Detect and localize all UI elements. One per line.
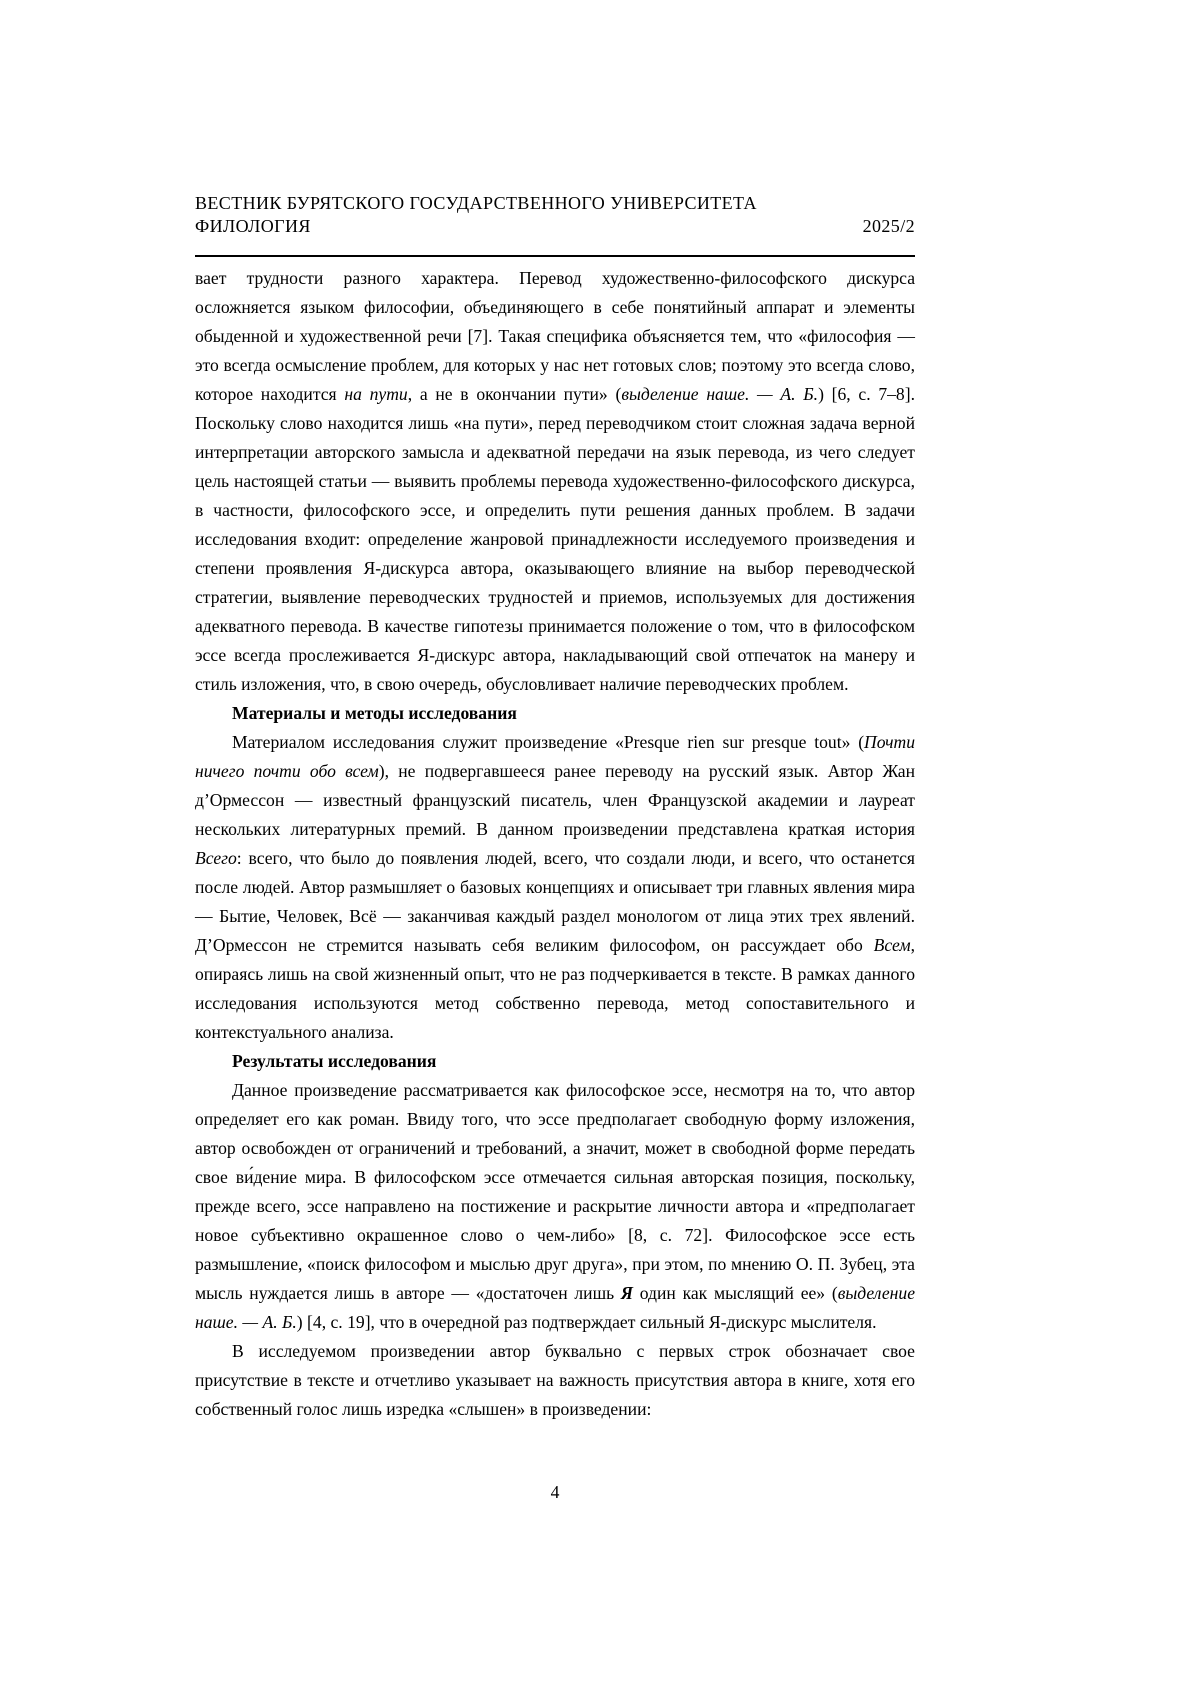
section-heading: Материалы и методы исследования [232,703,517,723]
paragraph: Данное произведение рассматривается как философское эссе, несмотря на то, что автор определяет его как роман. Ввиду того, что эссе предполагает свободную форму изложения, автор освобожден от ограничений и требований, а значит, может в свободной форме передать свое ви́дение мира. В философском эссе отмечается сильная авторская позиция, поскольку, прежде всего, эссе направлено на постижение и раскрытие личности автора и «предполагает новое субъективно окрашенное слово о чем-либо» [8, с. 72]. Философское эссе есть размышление, «поиск философом и мыслью друг друга», при этом, по мнению О. П. Зубец, эта мысль нуждается лишь в авторе — «достаточен лишь Я один как мыслящий ее» (выделение наше. — А. Б.) [4, с. 19], что в очередной раз подтверждает сильный Я-дискурс мыслителя. [195,1080,916,1332]
page-sheet [195,192,915,1424]
article-body [195,264,915,1424]
journal-title: ВЕСТНИК БУРЯТСКОГО ГОСУДАРСТВЕННОГО УНИВЕРСИТЕТА [195,193,757,213]
journal-section-label: ФИЛОЛОГИЯ [195,216,311,236]
paragraph: Материалом исследования служит произведение «Presque rien sur presque tout» (Почти ничего почти обо всем), не подвергавшееся ранее переводу на русский язык. Автор Жан д’Ормессон — известный французский писатель, член Французской академии и лауреат нескольких литературных премий. В данном произведении представлена краткая история Всего: всего, что было до появления людей, всего, что создали люди, и всего, что останется после людей. Автор размышляет о базовых концепциях и описывает три главных явления мира — Бытие, Человек, Всё — заканчивая каждый раздел монологом от лица этих трех явлений. Д’Ормессон не стремится называть себя великим философом, он рассуждает обо Всем, опираясь лишь на свой жизненный опыт, что не раз подчеркивается в тексте. В рамках данного исследования используются метод собственно перевода, метод сопоставительного и контекстуального анализа. [195,732,915,1042]
issue-number: 2025/2 [862,216,915,236]
section-heading: Результаты исследования [232,1051,437,1071]
page-number: 4 [550,1482,560,1502]
header-rule [195,255,915,257]
paragraph: В исследуемом произведении автор буквально с первых строк обозначает свое присутствие в тексте и отчетливо указывает на важность присутствия автора в книге, хотя его собственный голос лишь изредка «слышен» в произведении: [195,1341,915,1419]
paragraph: вает трудности разного характера. Перевод художественно-философского дискурса осложняется языком философии, объединяющего в себе понятийный аппарат и элементы обыденной и художественной речи [7]. Такая специфика объясняется тем, что «философия — это всегда осмысление проблем, для которых у нас нет готовых слов; поэтому это всегда слово, которое находится на пути, а не в окончании пути» (выделение наше. — А. Б.) [6, с. 7–8]. Поскольку слово находится лишь «на пути», перед переводчиком стоит сложная задача верной интерпретации авторского замысла и адекватной передачи на язык перевода, из чего следует цель настоящей статьи — выявить проблемы перевода художественно-философского дискурса, в частности, философского эссе, и определить пути решения данных проблем. В задачи исследования входит: определение жанровой принадлежности исследуемого произведения и степени проявления Я-дискурса автора, оказывающего влияние на выбор переводческой стратегии, выявление переводческих трудностей и приемов, используемых для достижения адекватного перевода. В качестве гипотезы принимается положение о том, что в философском эссе всегда прослеживается Я-дискурс автора, накладывающий свой отпечаток на манеру и стиль изложения, что, в свою очередь, обусловливает наличие переводческих проблем. [195,268,915,694]
journal-header [195,192,915,238]
